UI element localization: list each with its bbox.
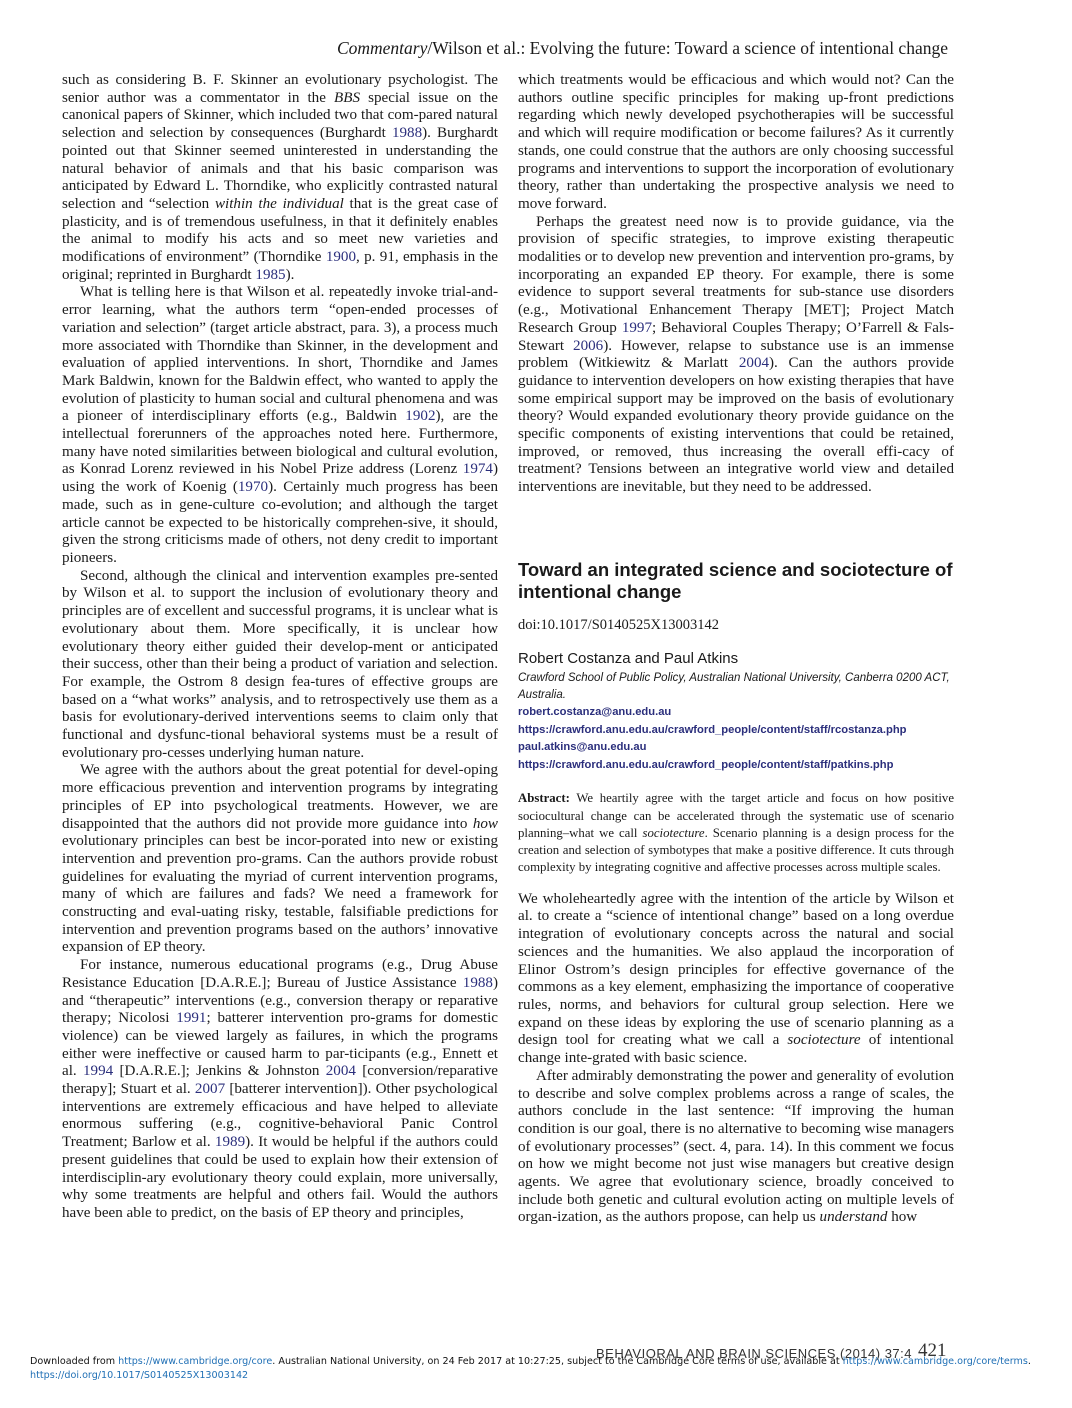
commentary-abstract [518, 790, 954, 876]
download-prefix: Downloaded from [30, 1356, 119, 1367]
commentary-title: Toward an integrated science and sociotecture of intentional change [518, 558, 953, 602]
citation-year-link[interactable]: 1988 [391, 125, 423, 142]
text-run: ). It would be helpful if the authors could present guidelines that could be used to explain how their extension of interdisciplin-ary evolutionary theory could explain, more universally, why some treatments are helpful and others fail. Would the authors have been able to predict, on the basis of EP theory and principles, [62, 1134, 498, 1221]
right-column [518, 72, 954, 1227]
text-run: [D.A.R.E.]; Jenkins & Johnston [113, 1063, 326, 1080]
text-run: After admirably demonstrating the power and generality of evolution to describe and solve complex problems across a range of scales, the authors conclude in the last sentence: “If improving the human condition is our goal, there is no alternative to becoming wise managers of evolutionary processes” (sect. 4, para. 14). In this comment we focus on how we might become not just wise managers but creative design agents. We agree that evolutionary science, broadly conceived to include both genetic and cultural evolution acting on multiple levels of organ-ization, as the authors propose, can help us [518, 1067, 954, 1226]
citation-year-link[interactable]: 2006 [573, 337, 604, 354]
paragraph [518, 1068, 954, 1227]
citation-year-link[interactable]: 1970 [237, 479, 269, 496]
citation-year-link[interactable]: 1997 [621, 319, 653, 336]
text-run: ). [285, 266, 295, 283]
text-run: We heartily agree with the target article and focus on how positive sociocultural change can be accelerated through the systematic use of scenario planning–what we call [518, 791, 954, 840]
emphasis-text: sociotecture [787, 1032, 861, 1049]
text-run: ). However, relapse to substance use is an immense problem (Witkiewitz & Marlatt [518, 337, 954, 372]
terms-link[interactable]: https://www.cambridge.org/core/terms [842, 1356, 1028, 1367]
paragraph [518, 891, 954, 1068]
paragraph [518, 72, 954, 214]
author-url-atkins[interactable]: https://crawford.anu.edu.au/crawford_people/content/staff/patkins.php [518, 758, 894, 771]
paragraph [62, 762, 498, 957]
text-run: ) using the work of Koenig ( [62, 461, 498, 496]
citation-year-link[interactable]: 2004 [738, 355, 770, 372]
emphasis-text: sociotecture [642, 825, 705, 840]
text-run: ; Behavioral Couples Therapy; O’Farrell & Fals-Stewart [518, 319, 954, 354]
commentary-doi: doi:10.1017/S0140525X13003142 [518, 616, 719, 633]
text-run: ). Can the authors provide guidance to intervention developers on how existing therapies that have some empirical support may be improved on the basis of evolutionary theory? Would expanded evolutionary theory provide guidance on the specific components of existing interventions that could be retained, improved, or removed, thus increasing the overall effi-cacy of treatment? Tensions between an integrative world view and detailed interventions are inevitable, but they need to be addressed. [518, 355, 955, 496]
text-run: [batterer intervention]). Other psychological interventions are extremely efficacious and have helped to alleviate enormous suffering (e.g., cognitive-behavioral Panic Control Treatment; Barlow et al. [62, 1081, 499, 1151]
emphasis-text: how [472, 815, 498, 832]
commentary-authors: Robert Costanza and Paul Atkins [518, 649, 739, 667]
citation-year-link[interactable]: 1985 [255, 266, 286, 283]
text-run: Second, although the clinical and intervention examples pre-sented by Wilson et al. to support the inclusion of evolutionary theory and principles are of excellent and successful programs, it is unclear what is evolutionary about them. More specifically, it is unclear how evolutionary theory either guided their develop-ment or anticipated their success, other than their being a product of variation and selection. For example, the Ostrom 8 design fea-tures of effective groups are based on a “what works” analysis, and to retrospectively use them as a basis for evolutionary-derived interventions seems to claim only that functional and dysfunc-tional behavioral systems must be a result of evolutionary pro-cesses underlying human nature. [62, 567, 498, 761]
author-email-costanza[interactable]: robert.costanza@anu.edu.au [518, 706, 672, 719]
citation-year-link[interactable]: 2004 [325, 1063, 356, 1080]
text-run: special issue on the canonical papers of Skinner, which included two that com-pared natural selection and selection by consequences (Burghardt [62, 89, 498, 142]
citation-year-link[interactable]: 1994 [82, 1063, 114, 1080]
text-run: ). Certainly much progress has been made, such as in gene-culture co-evolution; and although the target article cannot be expected to be historically comprehen-sive, it should, given the strong criticisms made of others, not deny credit to important pioneers. [62, 479, 498, 566]
author-affiliation: Crawford School of Public Policy, Australian National University, Canberra 0200 ACT, Australia. [518, 672, 950, 702]
citation-year-link[interactable]: 1989 [214, 1134, 246, 1151]
text-run: . Scenario planning is a design process for the creation and selection of symbotypes that make a positive difference. It cuts through complexity by integrating cognitive and affective processes across multiple scales. [518, 825, 955, 875]
citation-year-link[interactable]: 1974 [462, 461, 493, 478]
paragraph [62, 72, 498, 284]
text-run: What is telling here is that Wilson et al. repeatedly invoke trial-and-error learning, what the authors term “open-ended processes of variation and selection” (target article abstract, para. 3), a process much more associated with Thorndike than Skinner, in the development and evaluation of applied interventions. In short, Thorndike and James Mark Baldwin, known for the Baldwin effect, who wanted to apply the evolution of plasticity to human social and cultural phenomena and was a pioneer of interdisciplinary efforts (e.g., Baldwin [62, 284, 498, 425]
text-run: that is the great case of plasticity, and is of tremendous usefulness, in that it definitely enables the animal to modify his acts and so meet new varieties and modifications of environment” (Thorndike [62, 195, 499, 266]
text-run: ) and “therapeutic” interventions (e.g., conversion therapy or reparative therapy; Nicolosi [62, 974, 498, 1027]
download-notice [30, 1356, 1031, 1367]
text-run: , p. 91, emphasis in the original; reprinted in Burghardt [62, 249, 498, 283]
running-head-title: /Wilson et al.: Evolving the future: Toward a science of intentional change [427, 38, 948, 58]
text-run: such as considering B. F. Skinner an evolutionary psychologist. The senior author was a commentator in the [62, 72, 498, 106]
text-run: which treatments would be efficacious and which would not? Can the authors outline specific principles for making up-front predictions regarding which newly developed psychotherapies will be successful and which will require modification or become failures? As it currently stands, one could construe that the authors are only choosing successful programs and interventions to support the incorporation of evolutionary theory, rather than undertaking the prospective analysis we need to move forward. [518, 72, 954, 212]
emphasis-text: within the individual [214, 195, 344, 212]
text-run: evolutionary principles can best be incor-porated into new or existing intervention and prevention pro-grams. Can the authors provide robust guidelines for evaluating the myriad of current intervention programs, many of which are failures and fads? We need a framework for constructing and eval-uating risky, testable, falsifiable predictions for intervention and prevention programs based on the authors’ innovative expansion of EP theory. [62, 833, 498, 956]
text-run: For instance, numerous educational programs (e.g., Drug Abuse Resistance Education [D.A.R.E.]; Bureau of Justice Assistance [62, 957, 498, 991]
author-email-atkins[interactable]: paul.atkins@anu.edu.au [518, 741, 647, 754]
commentary-body [518, 891, 954, 1227]
text-run: We wholeheartedly agree with the intention of the article by Wilson et al. to create a “science of intentional change” based on a long overdue integration of evolutionary concepts across the natural and social sciences and the humanities. We also applaud the incorporation of Elinor Ostrom’s design principles for effective governance of the commons as a key element, emphasizing the importance of cooperative rules, norms, and behaviors for cultural group selection. Here we expand on these ideas by exploring the use of scenario planning as a design tool for creating what we call a [518, 890, 954, 1049]
emphasis-text: understand [819, 1209, 888, 1226]
citation-year-link[interactable]: 1902 [405, 408, 436, 425]
text-run: ). Burghardt pointed out that Skinner seemed uninterested in understanding the natural behavior of animals and that his basic comparison was anticipated by Edward L. Thorndike, who explicitly contrasted natural selection and “selection [62, 125, 498, 212]
running-head-section: Commentary [336, 38, 428, 58]
running-head [337, 38, 948, 59]
text-run: We agree with the authors about the great potential for devel-oping more efficacious prevention and intervention programs by integrating principles of EP into psychological treatments. However, we are disappointed that the authors did not provide more guidance into [62, 762, 498, 832]
paragraph [62, 284, 498, 567]
author-url-costanza[interactable]: https://crawford.anu.edu.au/crawford_people/content/staff/rcostanza.php [518, 723, 907, 736]
right-column-continuation [518, 72, 954, 497]
cambridge-core-link[interactable]: https://www.cambridge.org/core [118, 1356, 273, 1367]
text-run: ; batterer intervention pro-grams for domestic violence) can be viewed largely as failures, in which the programs either were ineffective or caused harm to par-ticipants (e.g., Ennett et al. [62, 1010, 498, 1080]
citation-year-link[interactable]: 1988 [462, 974, 493, 991]
citation-year-link[interactable]: 1900 [325, 249, 356, 266]
download-middle: . Australian National University, on 24 Feb 2017 at 10:27:25, subject to the Cambridge Core terms of use, available at [272, 1356, 843, 1367]
text-run: of intentional change inte-grated with basic science. [518, 1032, 954, 1067]
text-run: ), are the intellectual forerunners of the approaches noted here. Furthermore, many have noted similarities between biological and cultural evolution, as Konrad Lorenz reviewed in his Nobel Prize address (Lorenz [62, 408, 498, 478]
text-run: [conversion/reparative therapy]; Stuart et al. [62, 1063, 498, 1098]
citation-year-link[interactable]: 2007 [194, 1081, 226, 1098]
text-run: how [887, 1209, 918, 1226]
text-run: Perhaps the greatest need now is to provide guidance, via the provision of specific strategies, to improve existing therapeutic modalities or to develop new prevention and intervention pro-grams, by incorporating an expanded EP theory. For example, there is some evidence to support several treatments for sub-stance use disorders (e.g., Motivational Enhancement Therapy [MET]; Project Match Research Group [518, 213, 954, 336]
paragraph [518, 214, 954, 497]
download-suffix: . [1027, 1356, 1031, 1367]
doi-link[interactable]: https://doi.org/10.1017/S0140525X13003142 [30, 1370, 249, 1381]
left-column [62, 72, 498, 1223]
abstract-label: Abstract: [518, 791, 570, 806]
emphasis-text: BBS [334, 89, 361, 106]
paragraph [62, 957, 498, 1223]
citation-year-link[interactable]: 1991 [176, 1010, 207, 1027]
page-number: 421 [918, 1340, 947, 1361]
footer-journal-citation: BEHAVIORAL AND BRAIN SCIENCES (2014) 37:4 [596, 1346, 912, 1361]
paragraph [62, 568, 498, 763]
